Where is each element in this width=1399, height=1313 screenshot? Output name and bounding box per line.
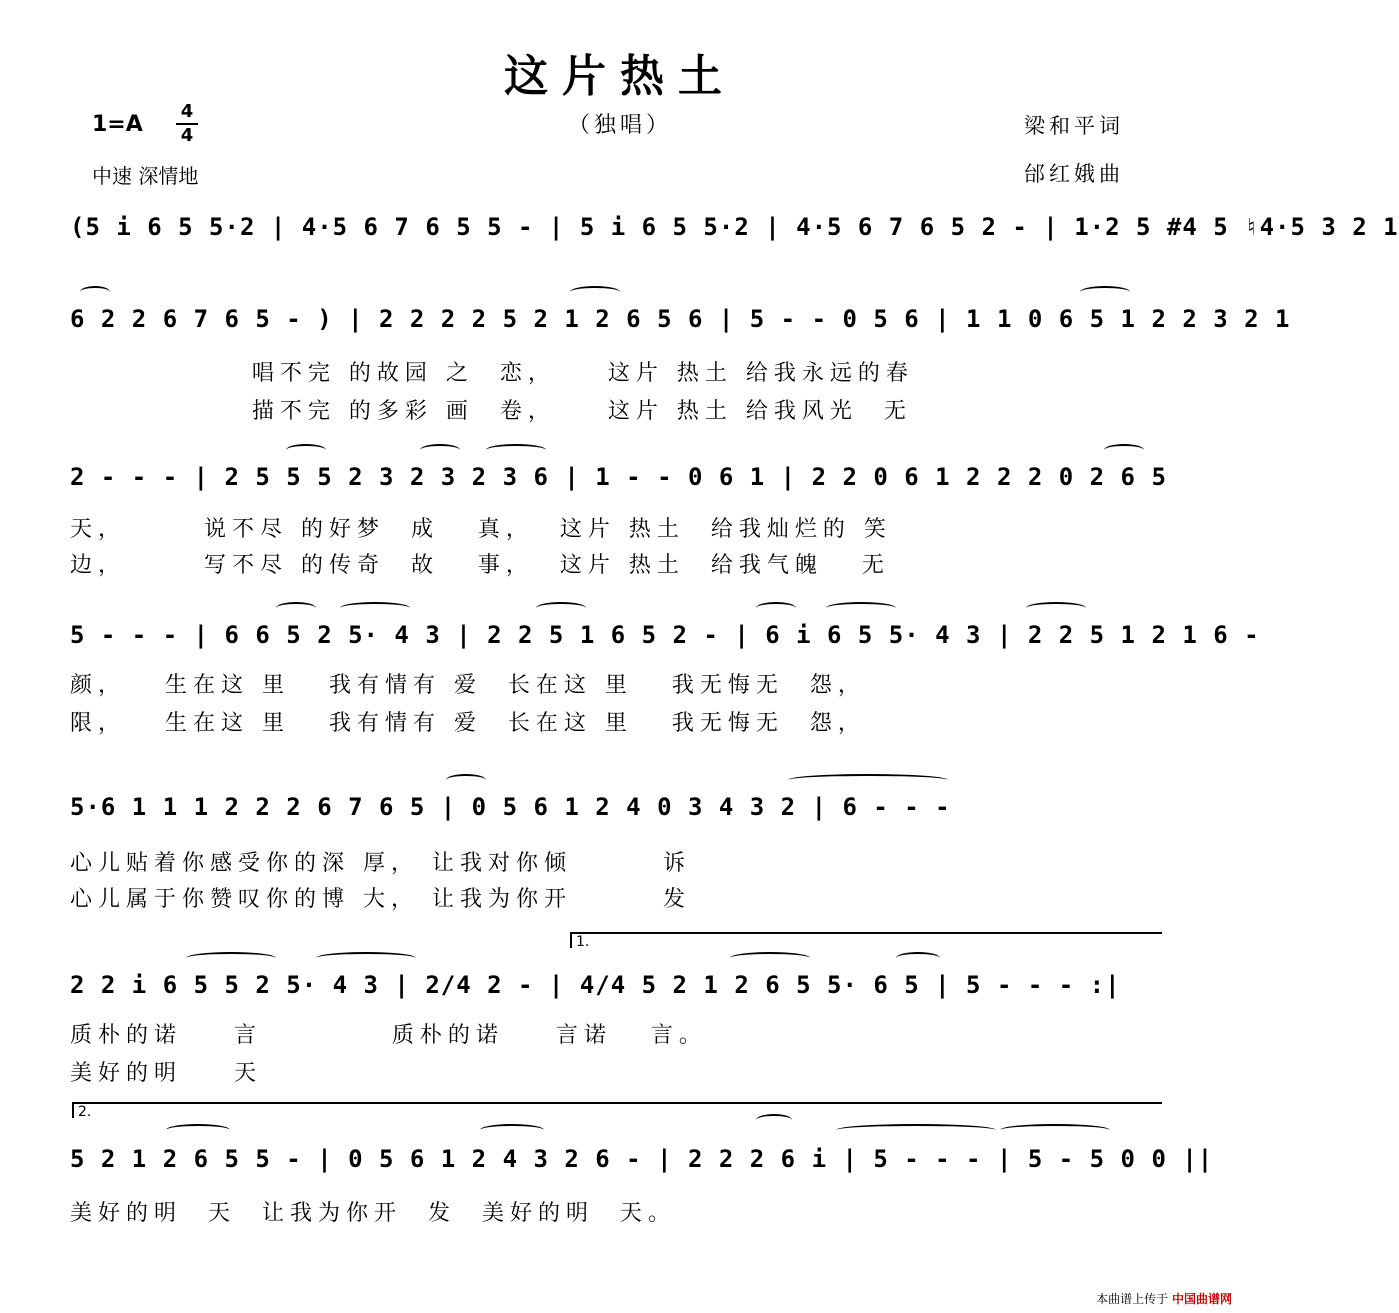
notes-1: (5 i 6 5 5·2 | 4·5 6 7 6 5 5 - | 5 i 6 5 5·2 | 4·5 6 7 6 5 2 - | 1·2 5 #4 5 ♮4·5 3 2 1 (70, 213, 1399, 241)
lyrics-4-verse-1: 颜， 生在这 里 我有情有 爱 长在这 里 我无悔无 怨， (70, 673, 866, 698)
lyrics-7-verse-1: 美好的明 天 让我为你开 发 美好的明 天。 (70, 1201, 676, 1226)
footer-site-brand: 中国曲谱网 (1171, 1292, 1232, 1306)
slur (480, 1124, 544, 1136)
volta-bracket-1 (570, 932, 1162, 948)
lyrics-6-verse-1: 质朴的诺 言 质朴的诺 言诺 言。 (70, 1023, 707, 1048)
slur (536, 602, 586, 614)
slur (1026, 602, 1086, 614)
slur (896, 952, 940, 964)
notes-3: 2 - - - | 2 5 5 5 2 3 2 3 2 3 6 | 1 - - 0 6 1 | 2 2 0 6 1 2 2 2 0 2 6 5 (70, 463, 1167, 491)
slur (826, 602, 896, 614)
slur (1000, 1124, 1110, 1136)
slur (836, 1124, 996, 1136)
notes-5: 5·6 1 1 1 2 2 2 6 7 6 5 | 0 5 6 1 2 4 0 3 4 3 2 | 6 - - - (70, 793, 951, 821)
lyricist-credit: 梁和平词 (1024, 114, 1124, 138)
slur (756, 1114, 792, 1126)
meter-bottom: 4 (180, 125, 194, 146)
slur (1080, 286, 1130, 298)
volta-2-label: 2. (78, 1104, 92, 1120)
footer (1096, 1290, 1232, 1307)
performance-type: （独唱） (567, 113, 672, 138)
slur (276, 602, 316, 614)
slur (340, 602, 410, 614)
notation-line-7 (70, 1144, 1214, 1184)
lyrics-4-verse-2: 限， 生在这 里 我有情有 爱 长在这 里 我无悔无 怨， (70, 711, 866, 736)
song-title: 这片热土 (504, 51, 736, 102)
lyrics-3-verse-2: 边， 写不尽 的传奇 故 事， 这片 热土 给我气魄 无 (70, 553, 890, 578)
slur (788, 774, 948, 786)
notation-line-6 (70, 970, 1180, 1010)
notes-4: 5 - - - | 6 6 5 2 5· 4 3 | 2 2 5 1 6 5 2 - | 6 i 6 5 5· 4 3 | 2 2 5 1 2 1 6 - (70, 621, 1260, 649)
notes-6: 2 2 i 6 5 5 2 5· 4 3 | 2/4 2 - | 4/4 5 2 1 2 6 5 5· 6 5 | 5 - - - :| (70, 971, 1121, 999)
slur (756, 602, 796, 614)
lyrics-6-verse-2: 美好的明 天 (70, 1061, 262, 1086)
notes-7: 5 2 1 2 6 5 5 - | 0 5 6 1 2 4 3 2 6 - | 2 2 2 6 i | 5 - - - | 5 - 5 0 0 || (70, 1145, 1214, 1173)
slur (486, 444, 546, 456)
slur (420, 444, 460, 456)
lyrics-2-verse-1: 唱不完 的故园 之 恋， 这片 热土 给我永远的春 (70, 361, 914, 386)
notation-line-4 (70, 620, 1260, 660)
lyrics-2-verse-2: 描不完 的多彩 画 卷， 这片 热土 给我风光 无 (70, 399, 912, 424)
slur (570, 286, 620, 298)
lyrics-3-verse-1: 天， 说不尽 的好梦 成 真， 这片 热土 给我灿烂的 笑 (70, 517, 892, 542)
slur (286, 444, 326, 456)
notation-line-5 (70, 792, 1180, 832)
slur (446, 774, 486, 786)
slur (730, 952, 810, 964)
time-signature (176, 102, 198, 146)
slur (1104, 444, 1144, 456)
slur (166, 1124, 230, 1136)
key-signature: 1=A (92, 112, 143, 137)
volta-bracket-2 (72, 1102, 1162, 1118)
tempo-marking: 中速 深情地 (92, 164, 199, 188)
lyrics-5-verse-2: 心儿属于你赞叹你的博 大， 让我为你开 发 (70, 887, 691, 912)
notation-line-3 (70, 462, 1180, 502)
composer-credit: 邰红娥曲 (1024, 162, 1124, 186)
notes-2: 6 2 2 6 7 6 5 - ) | 2 2 2 2 5 2 1 2 6 5 6 | 5 - - 0 5 6 | 1 1 0 6 5 1 2 2 3 2 1 (70, 305, 1291, 333)
meter-top: 4 (180, 101, 194, 122)
notation-line-1 (70, 212, 1399, 252)
footer-upload-text: 本曲谱上传于 (1096, 1292, 1169, 1306)
volta-1-label: 1. (576, 934, 590, 950)
notation-line-2 (70, 304, 1291, 344)
lyrics-5-verse-1: 心儿贴着你感受你的深 厚， 让我对你倾 诉 (70, 851, 691, 876)
slur (186, 952, 276, 964)
slur (316, 952, 416, 964)
slur (80, 286, 110, 298)
